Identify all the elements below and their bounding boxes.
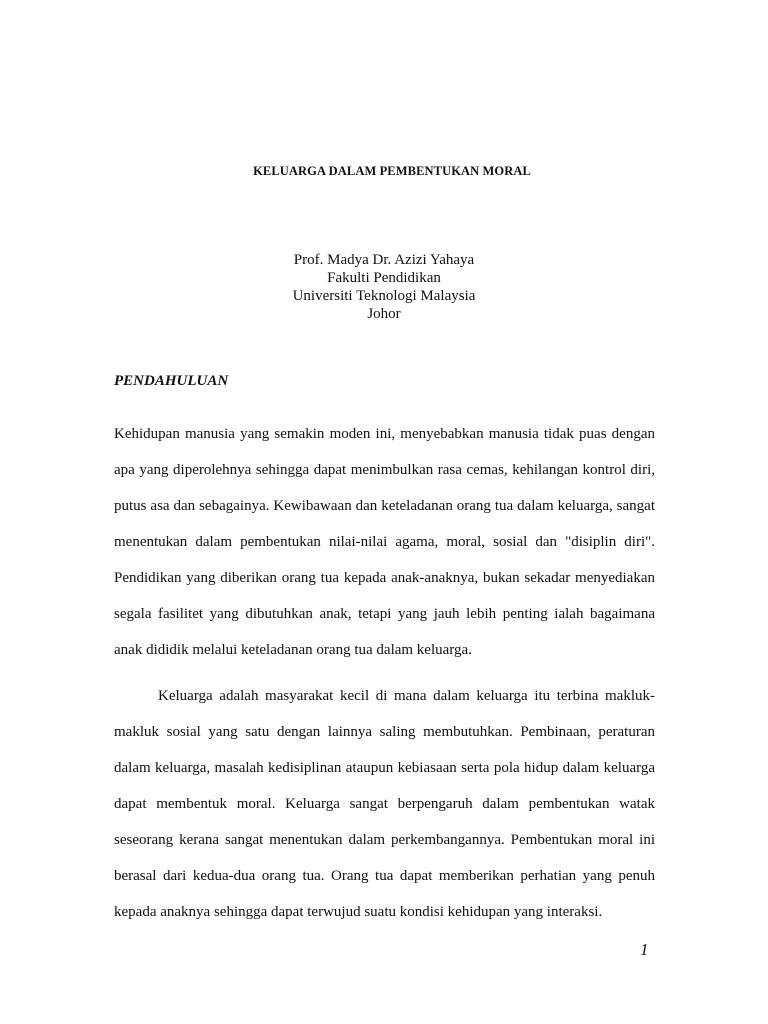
document-title: KELUARGA DALAM PEMBENTUKAN MORAL [253,164,531,178]
section-heading: PENDAHULUAN [114,373,229,389]
paragraph-line: makluk sosial yang satu dengan lainnya saling membutuhkan. Pembinaan, peraturan [114,724,655,740]
paragraph-line: seseorang kerana sangat menentukan dalam perkembangannya. Pembentukan moral ini [114,832,655,848]
paragraph-line: segala fasilitet yang dibutuhkan anak, tetapi yang jauh lebih penting ialah bagaimana [114,606,655,622]
author-name: Prof. Madya Dr. Azizi Yahaya [293,252,475,268]
author-block [0,251,768,323]
paragraph-line: anak dididik melalui keteladanan orang tua dalam keluarga. [114,642,472,658]
paragraph-line: Pendidikan yang diberikan orang tua kepada anak-anaknya, bukan sekadar menyediakan [114,570,655,586]
paragraph-line: Keluarga adalah masyarakat kecil di mana dalam keluarga itu terbina makluk- [158,688,655,704]
author-university: Universiti Teknologi Malaysia [292,288,476,304]
paragraph-line: Kehidupan manusia yang semakin moden ini, menyebabkan manusia tidak puas dengan [114,426,655,442]
page-number: 1 [640,940,649,959]
author-faculty: Fakulti Pendidikan [327,270,441,286]
paragraph-line: berasal dari kedua-dua orang tua. Orang tua dapat memberikan perhatian yang penuh [114,868,655,884]
author-location: Johor [367,306,401,322]
paragraph-line: dapat membentuk moral. Keluarga sangat berpengaruh dalam pembentukan watak [114,796,655,812]
paragraph-line: kepada anaknya sehingga dapat terwujud suatu kondisi kehidupan yang interaksi. [114,904,603,920]
paragraph-line: putus asa dan sebagainya. Kewibawaan dan keteladanan orang tua dalam keluarga, sangat [114,498,655,514]
paragraph-line: apa yang diperolehnya sehingga dapat menimbulkan rasa cemas, kehilangan kontrol diri, [114,462,655,478]
paragraph-line: menentukan dalam pembentukan nilai-nilai agama, moral, sosial dan "disiplin diri". [114,534,655,550]
paragraph-line: dalam keluarga, masalah kedisiplinan ataupun kebiasaan serta pola hidup dalam keluarga [114,760,655,776]
